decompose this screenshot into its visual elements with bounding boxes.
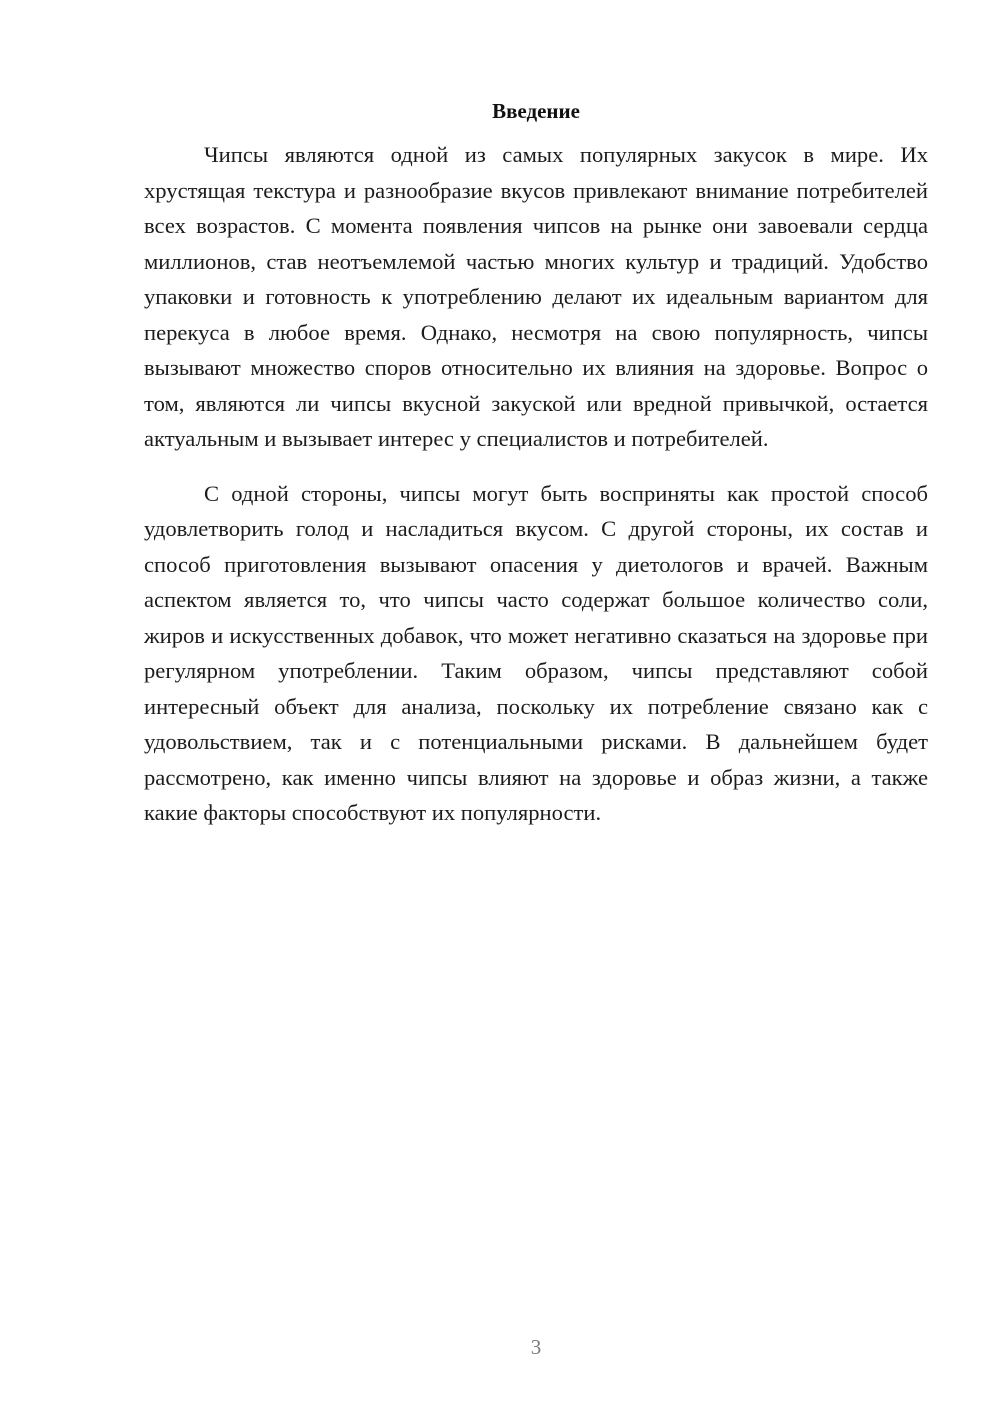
intro-paragraph-2: С одной стороны, чипсы могут быть восприняты как простой способ удовлетворить голод и насладиться вкусом. С другой стороны, их состав и способ приготовления вызывают опасения у диетологов и врачей. Важным аспектом является то, что чипсы часто содержат большое количество соли, жиров и искусственных добавок, что может негативно сказаться на здоровье при регулярном употреблении. Таким образом, чипсы представляют собой интересный объект для анализа, поскольку их потребление связано как с удовольствием, так и с потенциальными рисками. В дальнейшем будет рассмотрено, как именно чипсы влияют на здоровье и образ жизни, а также какие факторы способствуют их популярности. [144, 480, 928, 825]
page-number: 3 [530, 1335, 542, 1359]
page-content [144, 96, 928, 831]
intro-paragraph-1: Чипсы являются одной из самых популярных закусок в мире. Их хрустящая текстура и разнообразие вкусов привлекают внимание потребителей всех возрастов. С момента появления чипсов на рынке они завоевали сердца миллионов, став неотъемлемой частью многих культур и традиций. Удобство упаковки и готовность к употреблению делают их идеальным вариантом для перекуса в любое время. Однако, несмотря на свою популярность, чипсы вызывают множество споров относительно их влияния на здоровье. Вопрос о том, являются ли чипсы вкусной закуской или вредной привычкой, остается актуальным и вызывает интерес у специалистов и потребителей. [144, 142, 928, 451]
page-title: Введение [492, 99, 580, 123]
